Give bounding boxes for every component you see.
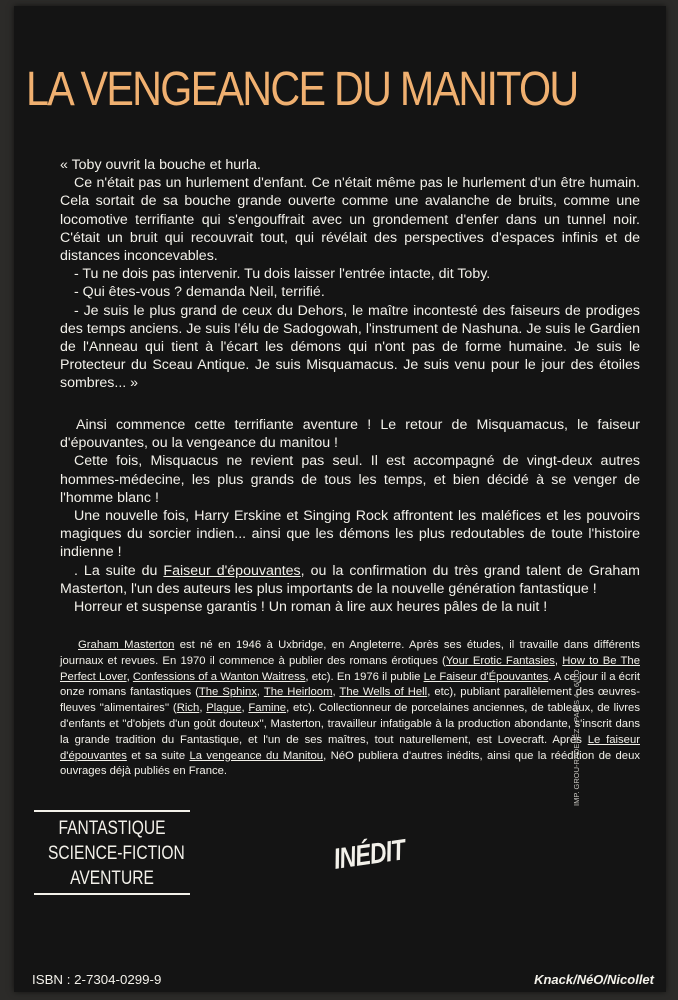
genre-box [34,810,190,895]
blurb-paragraph [60,562,640,598]
printer-credit: IMP. GROU-RADENEZ - PARIS 4 - 6/UO [572,669,581,806]
bio-text: , etc). Collectionneur de porcelaines anciennes, de tableaux, de livres d'enfants et ''d'objets d'un goût douteux'', Masterton, travailleur infatigable à la production abondante, s'inscrit dans la grande tradition du Fantastique, et l'un de ses maîtres, tout naturellement, est Lovecraft. Après [60,702,640,746]
genre-label: AVENTURE [70,868,154,889]
blurb-paragraph: Horreur et suspense garantis ! Un roman à lire aux heures pâles de la nuit ! [74,599,548,616]
bio-text: , [256,686,264,699]
blurb-text: , ou la confirmation du très grand talent de Graham Masterton, l'un des auteurs les plus importants de la nouvelle génération fantastique ! [60,562,640,597]
bio-text: et sa suite [126,749,190,762]
author-name: Graham Masterton [78,639,175,651]
excerpt-block [60,156,640,393]
book-reference: Plague [206,702,242,715]
bio-text: . A ce jour il a écrit onze romans fantastiques ( [60,670,641,699]
bio-text: est né en 1946 à Uxbridge, en Angleterre. Après ses études, il travaille dans différents journaux et revues. En 1970 il commence à publier des romans érotiques ( [60,639,640,667]
inedit-stamp: INÉDIT [331,834,407,876]
blurb-paragraph: Cette fois, Misquacus ne revient pas seul. Il est accompagné de vingt-deux autres hommes-médecine, les plus grands de tous les temps, et bien décidé à se venger de l'homme blanc ! [60,453,640,506]
excerpt-paragraph: - Qui êtes-vous ? demanda Neil, terrifié. [74,284,325,301]
book-reference: How to Be The Perfect Lover [60,654,640,683]
bio-text: , [199,702,207,715]
book-reference: The Heirloom [263,686,333,699]
publisher-imprint: Knack/NéO/Nicollet [534,972,654,987]
bio-text: , etc). En 1976 il publie [305,670,424,683]
book-reference: Your Erotic Fantasies [445,654,555,667]
book-reference: The Wells of Hell [339,686,428,699]
bio-text: , [241,702,249,715]
excerpt-paragraph: « Toby ouvrit la bouche et hurla. [60,157,261,173]
blurb-paragraph: Ainsi commence cette terrifiante aventure ! Le retour de Misquamacus, le faiseur d'épouvantes, ou la vengeance du manitou ! [60,417,640,452]
author-bio [60,638,640,780]
book-reference: Rich [176,702,200,715]
book-reference: Famine [248,702,287,715]
genre-label: SCIENCE-FICTION [48,843,185,864]
bio-text: , [332,686,340,699]
book-reference: La vengeance du Manitou [189,749,324,762]
book-reference: Confessions of a Wanton Waitress [132,670,306,683]
book-reference: Faiseur d'épouvantes [163,562,301,579]
book-reference: Le Faiseur d'Épouvantes [423,670,549,683]
book-reference: The Sphinx [198,686,257,699]
book-reference: Le faiseur d'épouvantes [60,733,640,762]
blurb-paragraph: Une nouvelle fois, Harry Erskine et Singing Rock affrontent les maléfices et les pouvoirs magiques du sorcier indien... ainsi que les démons les plus redoutables de toute l'histoire indienne ! [60,508,640,561]
excerpt-paragraph: Ce n'était pas un hurlement d'enfant. Ce n'était même pas le hurlement d'un être humain. Cela sortait de sa bouche grande ouverte comme une avalanche de bruits, comme une locomotive terrifiante qui s'engouffrait avec un grondement d'enfer dans un tunnel noir. C'était un bruit qui recouvrait tout, qui révélait des perspectives d'espaces infinis et de distances inconcevables. [60,175,640,265]
bio-text: , [554,654,563,667]
bio-text: , NéO publiera d'autres inédits, ainsi que la réédition de deux ouvrages déjà publiés en France. [60,749,640,778]
excerpt-paragraph: - Tu ne dois pas intervenir. Tu dois laisser l'entrée intacte, dit Toby. [74,266,491,283]
isbn-number: ISBN : 2-7304-0299-9 [32,972,162,987]
blurb-block [60,416,640,616]
bio-text: , etc), publiant parallèlement des œuvres-fleuves ''alimentaires'' ( [60,686,640,715]
book-title: LA VENGEANCE DU MANITOU [26,63,578,116]
bio-text: , [126,670,133,683]
blurb-text: . La suite du [74,562,164,579]
book-back-cover [14,6,666,992]
excerpt-paragraph: - Je suis le plus grand de ceux du Dehors, le maître incontesté des faiseurs de prodiges des temps anciens. Je suis l'élu de Sadogowah, l'instrument de Nashuna. Je suis le Gardien de l'Anneau qui tient à l'écart les démons qui n'ont pas de forme humaine. Je suis le Protecteur du Sceau Antique. Je suis Misquamacus. Je suis venu pour le jour des étoiles sombres... » [60,302,640,392]
genre-label: FANTASTIQUE [58,818,166,839]
